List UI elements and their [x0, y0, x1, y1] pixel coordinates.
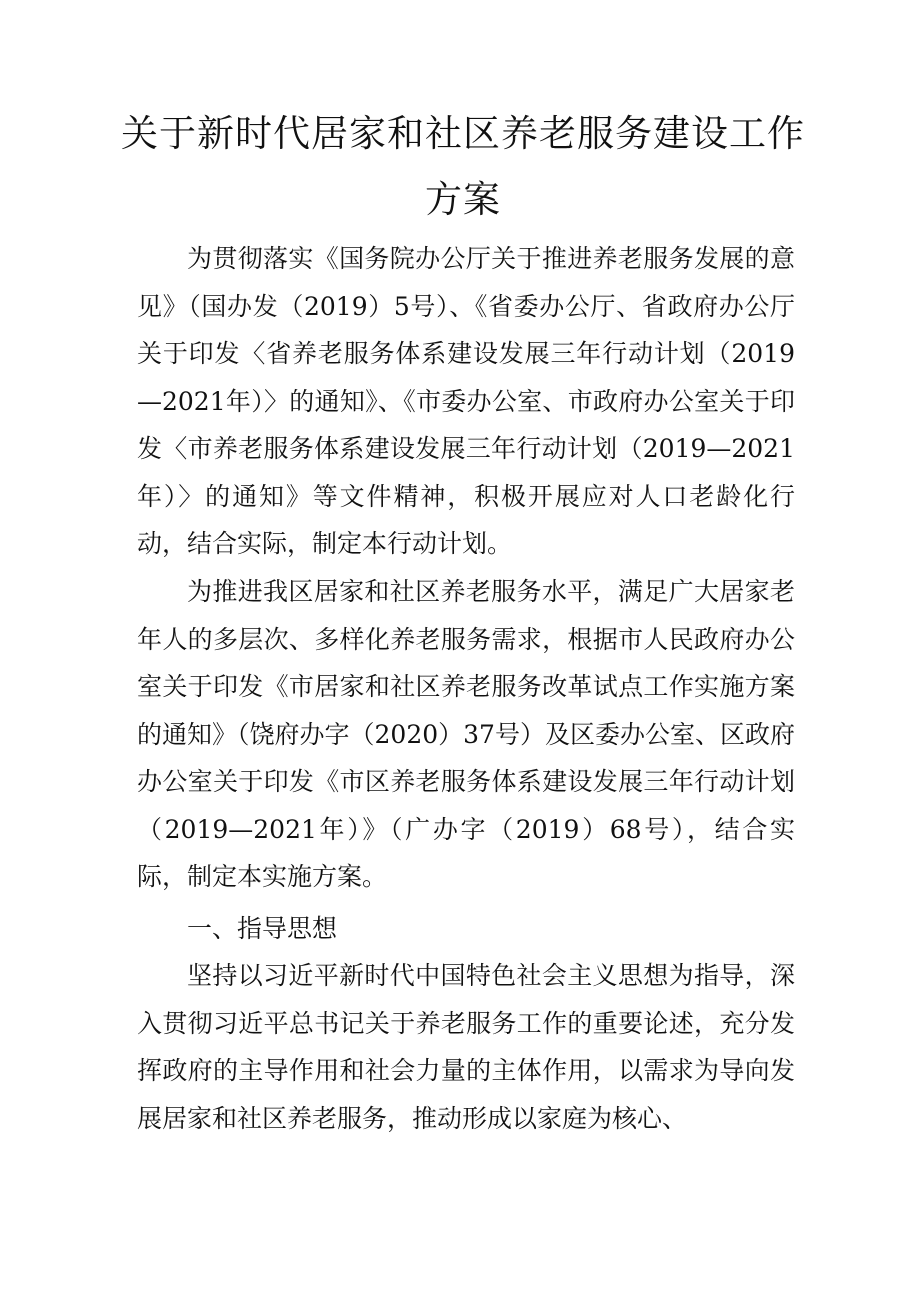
intro-paragraph-2: 为推进我区居家和社区养老服务水平，满足广大居家老年人的多层次、多样化养老服务需求，根据市人民政府办公室关于印发《市居家和社区养老服务改革试点工作实施方案的通知》（饶府办字（2020）37号）及区委办公室、区政府办公室关于印发《市区养老服务体系建设发展三年行动计划（2019—2021年）》（广办字（2019）68号），结合实际，制定本实施方案。 [137, 577, 795, 891]
document-title-line-2: 方案 [425, 178, 501, 221]
section-heading-guiding-ideology: 一、指导思想 [187, 914, 338, 943]
document-title-line-1: 关于新时代居家和社区养老服务建设工作 [121, 112, 805, 155]
section-paragraph-guiding-ideology: 坚持以习近平新时代中国特色社会主义思想为指导，深入贯彻习近平总书记关于养老服务工作的重要论述，充分发挥政府的主导作用和社会力量的主体作用，以需求为导向发展居家和社区养老服务，推动形成以家庭为核心、 [137, 961, 795, 1133]
intro-paragraph-1: 为贯彻落实《国务院办公厅关于推进养老服务发展的意见》（国办发（2019）5号）、《省委办公厅、省政府办公厅关于印发〈省养老服务体系建设发展三年行动计划（2019—2021年）〉的通知》、《市委办公室、市政府办公室关于印发〈市养老服务体系建设发展三年行动计划（2019—2021年）〉的通知》等文件精神，积极开展应对人口老龄化行动，结合实际，制定本行动计划。 [137, 244, 795, 558]
